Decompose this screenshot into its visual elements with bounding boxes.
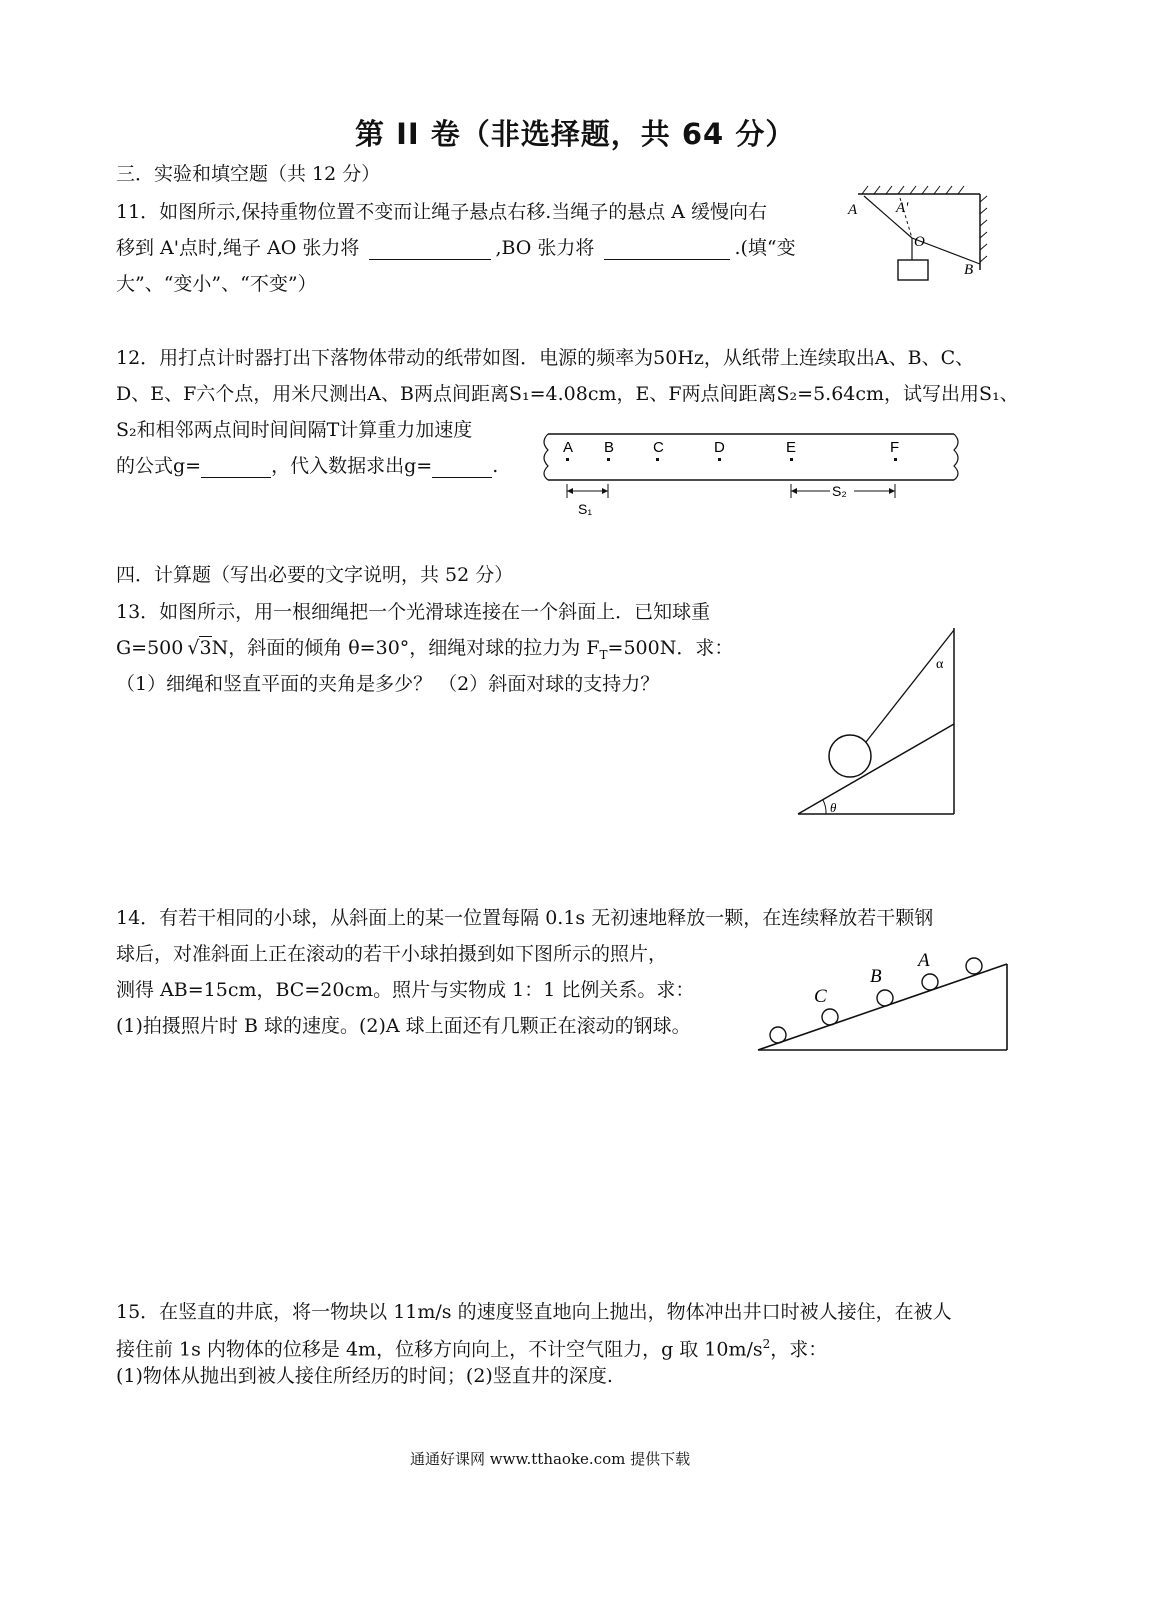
q11-line-3: 大”、“变小”、“不变”） <box>116 273 317 295</box>
q11-text-a: 移到 A'点时,绳子 AO 张力将 <box>116 237 360 259</box>
q15-text-a: 接住前 1s 内物体的位移是 4m，位移方向向上，不计空气阻力，g 取 10m/s <box>116 1338 763 1361</box>
q13-line-2 <box>116 636 733 667</box>
q11-rope-diagram <box>840 180 1000 290</box>
q12-line-2: D、E、F六个点，用米尺测出A、B两点间距离S₁=4.08cm，E、F两点间距离S₂=5.64cm，试写出用S₁、 <box>116 383 1019 405</box>
q12-text-a: 的公式g= <box>116 455 202 477</box>
q13-text-force: =500N．求： <box>607 637 734 659</box>
q14-line-1: 14．有若干相同的小球，从斜面上的某一位置每隔 0.1s 无初速地释放一颗，在连续释放若干颗钢 <box>116 907 934 929</box>
q14-line-2: 球后，对准斜面上正在滚动的若干小球拍摄到如下图所示的照片， <box>116 943 668 965</box>
q14-incline-balls-diagram <box>752 940 1014 1058</box>
tape-point-f: F <box>890 439 900 456</box>
q14-fig-label-a: A <box>918 950 930 971</box>
q11-line-2 <box>116 236 796 260</box>
page-title: 第 II 卷（非选择题，共 64 分） <box>355 117 796 151</box>
q13-line-1: 13．如图所示，用一根细绳把一个光滑球连接在一个斜面上．已知球重 <box>116 601 711 623</box>
q12-paper-tape-diagram <box>536 428 966 520</box>
q15-line-1: 15．在竖直的井底，将一物块以 11m/s 的速度竖直地向上抛出，物体冲出井口时被人接住，在被人 <box>116 1301 952 1323</box>
q11-blank-ao[interactable] <box>369 239 491 260</box>
q14-line-4: (1)拍摄照片时 B 球的速度。(2)A 球上面还有几颗正在滚动的钢球。 <box>116 1015 691 1037</box>
q12-text-c: . <box>492 455 499 477</box>
q13-line-3: （1）细绳和竖直平面的夹角是多少？ （2）斜面对球的支持力？ <box>116 673 660 695</box>
q12-line-3: S₂和相邻两点间时间间隔T计算重力加速度 <box>116 419 473 441</box>
tape-point-a: A <box>563 439 574 456</box>
q12-line-4 <box>116 454 498 478</box>
tape-point-c: C <box>653 439 664 456</box>
q13-fig-alpha: α <box>936 657 944 672</box>
q13-text-angle: N，斜面的倾角 θ=30°，细绳对球的拉力为 F <box>211 637 600 659</box>
tape-point-e: E <box>786 439 797 456</box>
q11-fig-label-o: O <box>914 234 925 250</box>
tape-s1-label: S₁ <box>578 501 593 517</box>
q13-subscript-t: T <box>599 647 608 662</box>
q11-text-b: ,BO 张力将 <box>495 237 595 259</box>
q14-line-3: 测得 AB=15cm，BC=20cm。照片与实物成 1：1 比例关系。求： <box>116 979 695 1001</box>
q14-fig-label-b: B <box>870 966 882 987</box>
q15-line-3: (1)物体从抛出到被人接住所经历的时间；(2)竖直井的深度. <box>116 1365 613 1387</box>
q14-fig-label-c: C <box>814 986 827 1007</box>
tape-s2-label: S₂ <box>832 483 847 499</box>
q13-sqrt-radicand: 3 <box>199 637 212 659</box>
q13-fig-theta: θ <box>830 800 837 815</box>
q15-line-2 <box>116 1332 827 1361</box>
q11-blank-bo[interactable] <box>604 239 730 260</box>
q11-fig-label-a: A <box>848 202 858 218</box>
tape-point-b: B <box>604 439 615 456</box>
section-3-heading: 三．实验和填空题（共 12 分） <box>116 163 381 185</box>
footer-credit: 通通好课网 www.tthaoke.com 提供下载 <box>410 1450 691 1468</box>
q11-text-c: .(填“变 <box>734 237 796 259</box>
q13-incline-ball-diagram <box>790 622 965 822</box>
q11-fig-label-a-prime: A' <box>896 200 909 216</box>
q12-blank-formula[interactable] <box>201 457 271 478</box>
sqrt-symbol: √ <box>187 637 200 659</box>
section-4-heading: 四．计算题（写出必要的文字说明，共 52 分） <box>116 564 514 586</box>
q12-blank-value[interactable] <box>432 457 492 478</box>
q11-fig-label-b: B <box>964 262 974 278</box>
q15-superscript: 2 <box>762 1337 771 1351</box>
q12-text-b: ，代入数据求出g= <box>271 455 433 477</box>
q11-line-1: 11．如图所示,保持重物位置不变而让绳子悬点右移.当绳子的悬点 A 缓慢向右 <box>116 201 768 223</box>
q15-text-c: ，求： <box>770 1338 828 1361</box>
q12-line-1: 12．用打点计时器打出下落物体带动的纸带如图．电源的频率为50Hz，从纸带上连续取出A、B、C、 <box>116 347 975 369</box>
q13-text-g: G=500 <box>116 637 184 659</box>
tape-point-d: D <box>714 439 725 456</box>
